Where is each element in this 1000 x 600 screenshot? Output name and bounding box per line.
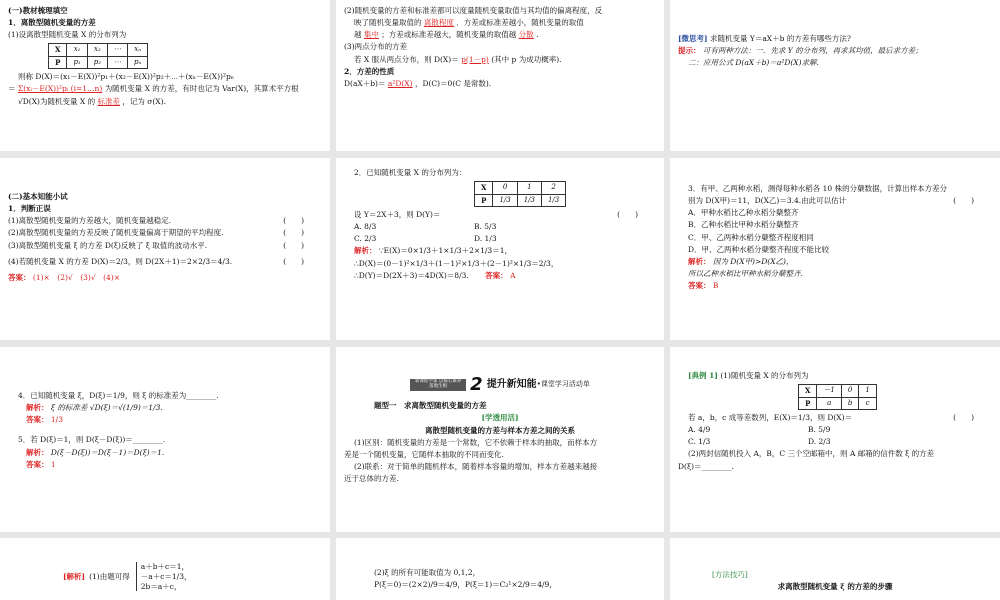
option-a[interactable]: A. 4/9: [688, 425, 711, 435]
equation-system: [136, 562, 192, 591]
slide-micro-think[interactable]: [670, 0, 1000, 151]
solution-label: 解析：: [26, 447, 49, 457]
table-cell: X: [475, 182, 493, 194]
answer-label: 答案：: [26, 459, 49, 469]
equals-sign: ＝: [8, 84, 16, 94]
banner-tag: 新课程学案 以核心素养落地生根: [410, 379, 466, 391]
question-line: [8, 391, 322, 401]
option-b[interactable]: B. 5/9: [808, 425, 831, 435]
fill-blank: Σ(xᵢ－E(X))²pᵢ (i=1…n): [17, 84, 103, 94]
question-stem: 若 a，b，c 成等差数列，E(X)＝1/3，则 D(X)＝: [688, 413, 853, 422]
slide-solution-2[interactable]: [336, 538, 664, 600]
table-cell: 0: [841, 385, 858, 397]
text-span: ；方差或标准差越大，随机变量的取值越: [381, 30, 517, 40]
slide-variance-properties[interactable]: [336, 0, 664, 151]
table-row: [49, 56, 148, 68]
solution-label: 解析：: [26, 403, 49, 413]
paragraph-line: (2)联系：对于简单的随机样本，随着样本容量的增加，样本方差越来越接: [354, 461, 598, 471]
topic-title: 题型一 求离散型随机变量的方差: [374, 401, 487, 411]
option-d[interactable]: D．甲、乙两种水稻分蘖整齐程度不能比较: [688, 244, 830, 254]
think-label: [微思考]: [678, 34, 708, 43]
formula-line: [8, 97, 322, 107]
text-line: (2)随机变量的方差和标准差都可以度量随机变量取值与其均值的偏离程度，反: [344, 6, 603, 15]
table-cell: p₁: [67, 56, 87, 68]
solution-text: ∴D(X)＝(0－1)²×1/3＋(1－1)²×1/3＋(2－1)²×1/3＝2/3，: [354, 258, 559, 268]
option-a[interactable]: A. 8/3: [354, 222, 377, 232]
table-row: [799, 397, 877, 409]
answer-label: 答案：: [688, 281, 711, 290]
text-span: 若 X 服从两点分布，则 D(X)＝: [354, 54, 459, 64]
text-span: D(aX＋b)＝: [344, 78, 386, 88]
answer-paren: ( ): [617, 210, 638, 219]
options-row: [678, 425, 992, 435]
answer-line: [8, 415, 322, 425]
question-text: (2)离散型随机变量的方差反映了随机变量偏离于期望的平均程度.: [8, 228, 224, 238]
table-cell: xₙ: [128, 44, 148, 56]
formula-line: 则称 D(X)＝(x₁－E(X))²p₁＋(x₂－E(X))²p₂＋⋯＋(xₙ－E(X))²pₙ: [18, 72, 235, 82]
table-row: [475, 194, 566, 206]
section-banner: [344, 373, 656, 397]
example-label: [典例 1]: [688, 371, 718, 380]
table-row: [799, 385, 877, 397]
equation: a＋b＋c＝1，: [140, 562, 189, 571]
slide-question-2[interactable]: [336, 158, 664, 340]
answer-text: B: [712, 281, 719, 290]
answer-paren: ( ): [283, 240, 304, 250]
distribution-table: [798, 384, 877, 410]
option-c[interactable]: C. 1/3: [688, 437, 711, 447]
example-text: (1)随机变量 X 的分布列为: [720, 371, 809, 380]
text-span: .: [536, 30, 539, 40]
item-text: (1)设离散型随机变量 X 的分布列为: [8, 30, 127, 40]
question-line: [344, 210, 656, 220]
table-cell: pₙ: [128, 56, 148, 68]
hint-text: 二：应用公式 D(aX＋b)＝a²D(X)求解.: [688, 58, 819, 68]
solution-line: [8, 403, 322, 413]
answer-label: 答案：: [26, 415, 49, 425]
slide-questions-4-5[interactable]: [0, 347, 330, 532]
solution-label: 解析：: [688, 256, 711, 266]
solution-text: P(ξ＝0)＝(2×2)/9＝4/9，P(ξ＝1)＝C₂¹×2/9＝4/9，: [374, 580, 557, 590]
question-text: 别为 D(X甲)＝11，D(X乙)＝3.4.由此可以估计: [688, 196, 847, 206]
slide-example-1[interactable]: [670, 347, 1000, 532]
question-text: 2．已知随机变量 X 的分布列为：: [354, 168, 467, 177]
section-heading: (二)基本知能小试: [8, 192, 68, 201]
question-text: .: [216, 391, 219, 400]
option-a[interactable]: A．甲种水稻比乙种水稻分蘖整齐: [688, 208, 799, 218]
method-label: [方法技巧]: [712, 570, 748, 579]
question-line: [8, 241, 322, 251]
fill-blank: 分散: [518, 30, 534, 40]
solution-text: D(ξ－D(ξ))＝D(ξ－1)＝D(ξ)＝1.: [50, 447, 165, 457]
question-text: (3)离散型随机变量 ξ 的方差 D(ξ)反映了 ξ 取值的波动水平.: [8, 240, 208, 250]
table-cell: 1: [517, 182, 541, 194]
question-line: [8, 228, 322, 238]
slide-solution-1[interactable]: [0, 538, 330, 600]
paragraph-line: (1)区别：随机变量的方差是一个常数，它不依赖于样本的抽取，而样本方: [354, 437, 598, 447]
options-row: [344, 222, 656, 232]
question-line: [8, 435, 322, 445]
question-text: 4．已知随机变量 ξ，D(ξ)＝1/9，则 ξ 的标准差为: [18, 391, 187, 400]
answer-paren: ( ): [283, 216, 304, 226]
solution-text: 所以乙种水稻比甲种水稻分蘖整齐.: [688, 268, 803, 278]
table-row: [475, 182, 566, 194]
option-c[interactable]: C．甲、乙两种水稻分蘖整齐程度相同: [688, 232, 814, 242]
answer-text: 1: [50, 459, 56, 469]
solution-label: [解析]: [63, 571, 86, 581]
table-cell: x₁: [67, 44, 87, 56]
blank: ________: [132, 435, 163, 445]
subsection-title: 1．离散型随机变量的方差: [8, 18, 96, 28]
table-cell: p₂: [87, 56, 107, 68]
text-line: [344, 30, 656, 40]
formula-line: [8, 84, 322, 94]
option-c[interactable]: C. 2/3: [354, 234, 377, 244]
solution-text: (2)ξ 的所有可能取值为 0,1,2，: [374, 568, 481, 577]
banner-title: 提升新知能: [486, 379, 537, 391]
answer-paren: ( ): [953, 413, 974, 422]
table-cell: x₂: [87, 44, 107, 56]
distribution-table: [474, 181, 566, 207]
options-row: [344, 234, 656, 244]
solution-line: [344, 271, 656, 281]
text-line: [344, 79, 656, 89]
table-cell: X: [49, 44, 67, 56]
distribution-table: [48, 43, 148, 69]
solution-text: 因为 D(X甲)>D(X乙)，: [712, 256, 794, 266]
fill-blank: 集中: [363, 30, 379, 40]
text-line: [344, 18, 656, 28]
table-cell: P: [799, 397, 817, 409]
answer-paren: ( ): [953, 196, 974, 206]
formula-text: √D(X)为随机变量 X 的: [18, 96, 96, 106]
hint-line: [678, 46, 992, 56]
question-text: (2)两封信随机投入 A，B，C 三个空邮箱中，则 A 邮箱的信件数 ξ 的方差: [688, 449, 935, 459]
options-row: [678, 437, 992, 447]
text-span: 映了随机变量取值的: [354, 18, 422, 28]
solution-line: [8, 448, 322, 458]
answer-text: A: [510, 270, 516, 280]
slide-topic-one[interactable]: [336, 347, 664, 532]
think-text: 求随机变量 Y＝aX＋b 的方差有哪些方法?: [710, 34, 851, 43]
option-b[interactable]: B. 5/3: [474, 222, 497, 232]
fill-blank: 离散程度: [423, 18, 454, 28]
answer-text: (1)× (2)√ (3)√ (4)×: [32, 272, 121, 282]
slide-true-false[interactable]: [0, 158, 330, 340]
section-heading: (一)教材梳理填空: [8, 6, 68, 15]
solution-line: [678, 257, 992, 267]
option-d[interactable]: D. 1/3: [474, 234, 497, 244]
answer-line: [8, 273, 322, 283]
table-cell: 0: [493, 182, 517, 194]
question-text: D(ξ)＝________.: [678, 461, 734, 471]
fill-blank: 标准差: [97, 96, 120, 106]
subsection-title: 2．方差的性质: [344, 66, 395, 76]
table-cell: 2: [541, 182, 565, 194]
table-cell: a: [817, 397, 841, 409]
question-line: [678, 196, 992, 206]
table-cell: P: [475, 194, 493, 206]
question-line: [678, 413, 992, 423]
formula-text: 为随机变量 X 的方差，有时也记为 Var(X)，其算术平方根: [104, 84, 299, 94]
fill-blank: p(1－p): [461, 54, 489, 64]
option-d[interactable]: D. 2/3: [808, 437, 831, 447]
table-cell: 1/3: [517, 194, 541, 206]
solution-line: [344, 246, 656, 256]
formula-text: ，记为 σ(X).: [122, 96, 166, 106]
table-cell: X: [799, 385, 817, 397]
table-cell: c: [859, 397, 876, 409]
fill-blank: a²D(X): [387, 78, 413, 88]
example-line: [678, 371, 992, 381]
question-text: .: [162, 435, 166, 445]
hint-text: 可有两种方法：一．先求 Y 的分布列，再求其均值，最后求方差；: [702, 46, 923, 56]
table-cell: P: [49, 56, 67, 68]
text-line: [344, 55, 656, 65]
slide-method-tips[interactable]: [670, 538, 1000, 600]
text-span: 越: [354, 30, 362, 40]
think-line: [678, 34, 992, 44]
blank: ________: [186, 391, 217, 400]
study-label: [学透用活]: [481, 413, 519, 423]
banner-subtitle: •课堂学习活动单: [536, 380, 590, 389]
answer-label: 答案：: [8, 272, 31, 282]
table-cell: 1: [859, 385, 876, 397]
equation: －a＋c＝1/3，: [140, 571, 192, 581]
slide-question-3[interactable]: [670, 158, 1000, 340]
equation: 2b＝a＋c，: [140, 581, 182, 591]
sub-heading: 离散型随机变量的方差与样本方差之间的关系: [425, 425, 575, 435]
question-line: [8, 216, 322, 226]
table-cell: 1/3: [493, 194, 517, 206]
method-title: 求离散型随机变量 ξ 的方差的步骤: [777, 582, 893, 592]
table-cell: b: [841, 397, 858, 409]
subsection-title: 1．判断正误: [8, 204, 51, 214]
solution-text: ∴D(Y)＝D(2X＋3)＝4D(X)＝8/3.: [354, 270, 469, 280]
table-cell: ⋯: [108, 44, 128, 56]
banner-number: 2: [470, 374, 483, 395]
paragraph-line: 近于总体的方差.: [344, 474, 399, 484]
slide-variance-definition[interactable]: [0, 0, 330, 151]
answer-line: [678, 281, 992, 291]
question-line: [8, 257, 322, 267]
item-text: (3)两点分布的方差: [344, 42, 408, 52]
answer-paren: ( ): [283, 228, 304, 238]
question-text: 5．若 D(ξ)＝1，则 D(ξ－D(ξ))＝: [18, 435, 133, 445]
table-cell: ⋯: [108, 56, 128, 68]
solution-label: 解析：: [354, 246, 377, 256]
question-text: (1)离散型随机变量的方差越大，随机变量越稳定.: [8, 216, 172, 226]
question-stem: 设 Y＝2X＋3，则 D(Y)＝: [354, 210, 441, 219]
question-text: (4)若随机变量 X 的方差 D(X)＝2/3，则 D(2X＋1)＝2×2/3＝4/3.: [8, 256, 233, 266]
table-cell: －1: [817, 385, 841, 397]
answer-line: [8, 460, 322, 470]
text-span: ，D(C)＝0(C 是常数).: [414, 78, 492, 88]
answer-text: 1/3: [50, 415, 63, 425]
solution-text: (1)由题可得: [89, 571, 130, 581]
table-cell: 1/3: [541, 194, 565, 206]
text-span: ．方差或标准差越小，随机变量的取值: [456, 18, 584, 28]
solution-text: ξ 的标准差 √D(ξ)＝√(1/9)＝1/3.: [50, 403, 163, 413]
text-span: (其中 p 为成功概率).: [491, 54, 562, 64]
table-row: [49, 44, 148, 56]
answer-paren: ( ): [283, 256, 304, 266]
answer-label: 答案：: [485, 270, 508, 280]
solution-text: ∵E(X)＝0×1/3＋1×1/3＋2×1/3＝1，: [378, 246, 512, 256]
hint-label: 提示：: [678, 46, 701, 56]
option-b[interactable]: B．乙种水稻比甲种水稻分蘖整齐: [688, 220, 799, 230]
solution-block: [8, 562, 322, 591]
paragraph-line: 差是一个随机变量，它随样本抽取的不同而变化.: [344, 449, 504, 459]
question-text: 3．有甲、乙两种水稻，测得每种水稻各 10 株的分蘖数据，计算出样本方差分: [688, 184, 948, 193]
